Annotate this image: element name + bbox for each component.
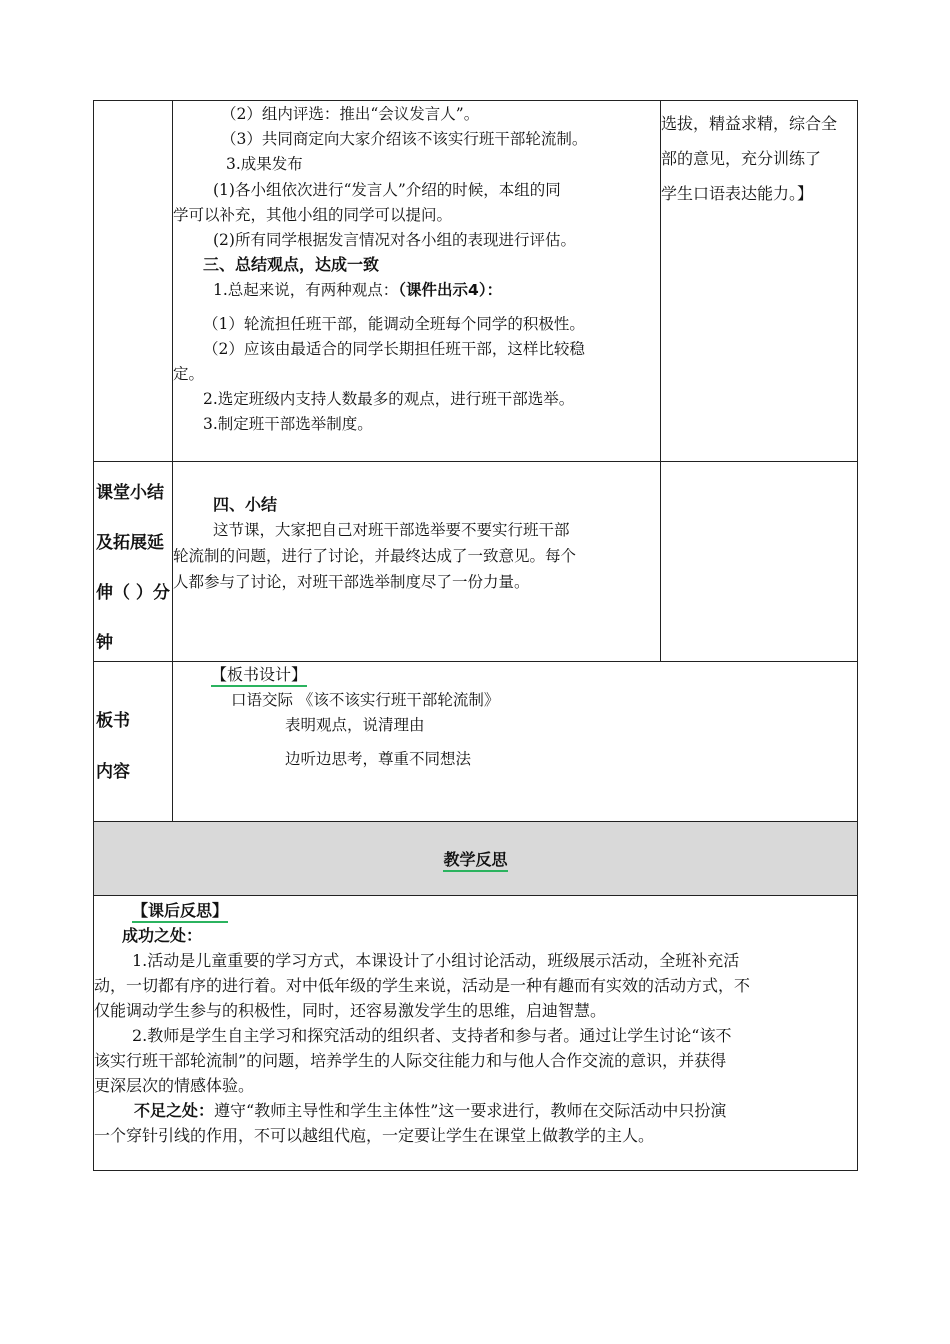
row-label: 及拓展延 — [96, 533, 164, 553]
lesson-table — [93, 100, 858, 1171]
board-label-cell — [94, 662, 173, 821]
success-label: 成功之处： — [122, 926, 203, 945]
reflection-title — [132, 901, 228, 921]
text-line: 这节课，大家把自己对班干部选举要不要实行班干部 — [213, 521, 570, 539]
board-row — [94, 662, 857, 822]
board-title-text: 【板书设计】 — [211, 665, 307, 687]
text-span: 1.总起来说，有两种观点： — [213, 281, 399, 299]
text-line: 部的意见，充分训练了 — [661, 149, 822, 168]
text-line: (1)各小组依次进行“发言人”介绍的时候，本组的同 — [213, 181, 561, 199]
text-line: 3.成果发布 — [226, 155, 303, 173]
text-line: 动，一切都有序的进行着。对中低年级的学生来说，活动是一种有趣而有实效的活动方式，不 — [94, 976, 751, 995]
text-line: 2.选定班级内支持人数最多的观点，进行班干部选举。 — [203, 390, 575, 408]
reflection-header-text: 教学反思 — [443, 850, 507, 872]
text-line: （1）轮流担任班干部，能调动全班每个同学的积极性。 — [203, 315, 585, 333]
section-heading: 四、小结 — [213, 495, 278, 514]
text-line: 学生口语表达能力。】 — [661, 184, 814, 203]
row-label: 板书 — [96, 711, 130, 731]
text-line: 定。 — [173, 365, 205, 383]
text-line — [213, 280, 502, 300]
board-title — [211, 665, 307, 685]
text-line: 2.教师是学生自主学习和探究活动的组织者、支持者和参与者。通过让学生讨论“该不 — [132, 1026, 732, 1045]
text-line: 该实行班干部轮流制”的问题，培养学生的人际交往能力和与他人合作交流的意识，并获得 — [94, 1051, 727, 1070]
summary-label-cell — [94, 462, 173, 661]
reflection-header-row — [94, 822, 857, 896]
row-label: 内容 — [96, 762, 130, 782]
board-line: 边听边思考，尊重不同想法 — [285, 750, 472, 768]
text-line: （2）组内评选：推出“会议发言人”。 — [221, 105, 480, 123]
design-intent-cell — [660, 101, 857, 461]
text-line: 学可以补充，其他小组的同学可以提问。 — [173, 206, 453, 224]
summary-content-cell — [173, 462, 660, 661]
text-line: 轮流制的问题，进行了讨论，并最终达成了一致意见。每个 — [173, 547, 577, 565]
text-line: （3）共同商定向大家介绍该不该实行班干部轮流制。 — [221, 130, 588, 148]
summary-row — [94, 462, 857, 662]
activity-content-cell — [173, 101, 660, 461]
summary-note-cell — [660, 462, 857, 661]
activity-label-cell — [94, 101, 173, 461]
text-line: 1.活动是儿童重要的学习方式，本课设计了小组讨论活动，班级展示活动，全班补充活 — [132, 951, 740, 970]
text-line: 仅能调动学生参与的积极性，同时，还容易激发学生的思维，启迪智慧。 — [94, 1001, 607, 1020]
board-line: 表明观点，说清理由 — [285, 716, 425, 734]
section-heading: 三、总结观点，达成一致 — [203, 255, 380, 274]
text-line: 更深层次的情感体验。 — [94, 1076, 255, 1095]
courseware-note: （课件出示4）： — [398, 281, 503, 299]
reflection-row — [94, 896, 857, 1170]
board-content-cell — [173, 662, 857, 821]
row-label: 钟 — [96, 633, 113, 653]
text-line: 3.制定班干部选举制度。 — [203, 415, 373, 433]
text-line: （2）应该由最适合的同学长期担任班干部，这样比较稳 — [203, 340, 585, 358]
deficiency-label: 不足之处： — [134, 1101, 215, 1120]
row-label: 伸（ ）分 — [96, 583, 170, 603]
activity-row — [94, 101, 857, 462]
reflection-header — [94, 850, 857, 870]
deficiency-line — [134, 1101, 726, 1121]
reflection-title-text: 【课后反思】 — [132, 901, 228, 923]
text-line: 人都参与了讨论，对班干部选举制度尽了一份力量。 — [173, 573, 530, 591]
board-line: 口语交际 《该不该实行班干部轮流制》 — [231, 691, 500, 709]
text-span: 遵守“教师主导性和学生主体性”这一要求进行，教师在交际活动中只扮演 — [214, 1101, 727, 1120]
row-label: 课堂小结 — [96, 483, 164, 503]
text-line: (2)所有同学根据发言情况对各小组的表现进行评估。 — [213, 231, 576, 249]
text-line: 一个穿针引线的作用，不可以越组代庖，一定要让学生在课堂上做教学的主人。 — [94, 1126, 655, 1145]
text-line: 选拔，精益求精，综合全 — [661, 114, 838, 133]
